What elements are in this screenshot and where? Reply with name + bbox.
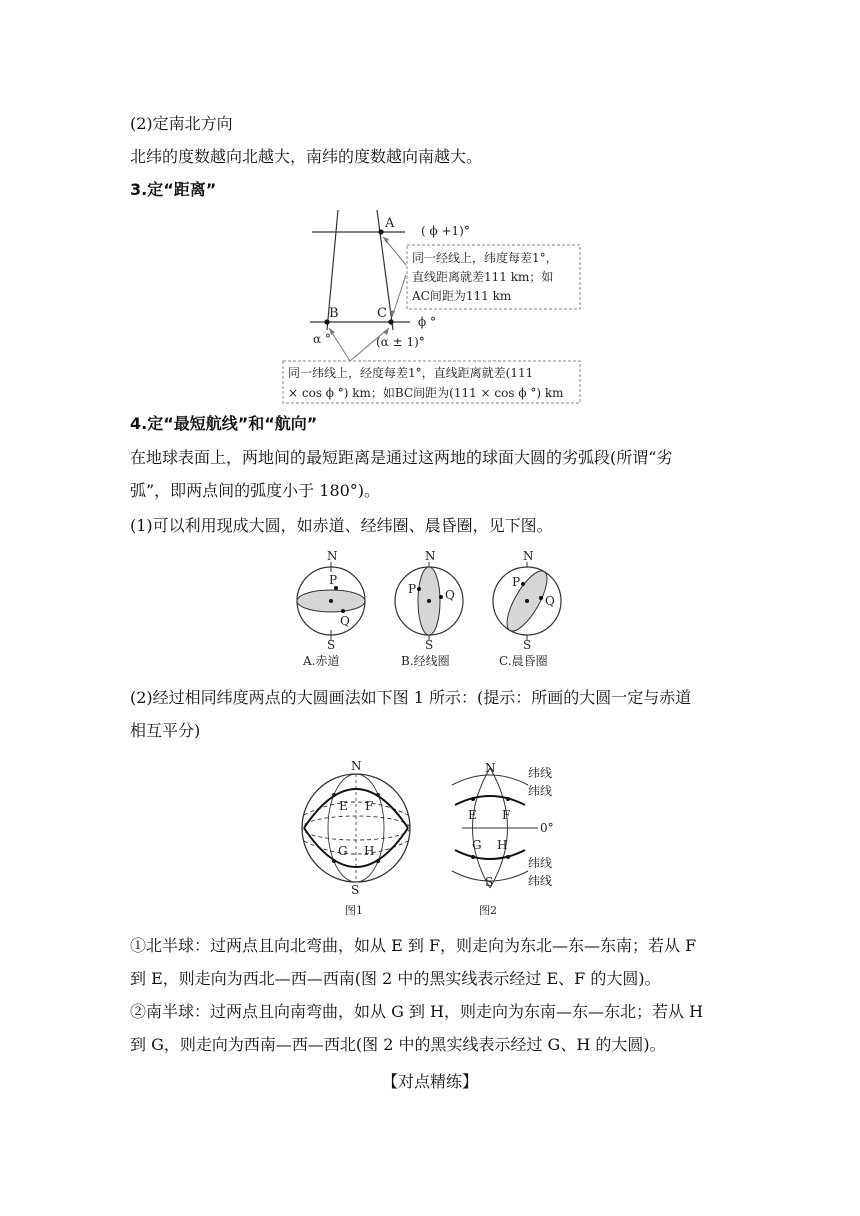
parallel-note-1: 同一纬线上，经度每差1°，直线距离就差(111 bbox=[288, 366, 534, 380]
caption-meridian: B.经线圈 bbox=[401, 654, 450, 668]
globe-meridian bbox=[395, 549, 463, 668]
shortest-route-text-2: 弧”，即两点间的弧度小于 180°)。 bbox=[130, 481, 381, 500]
fig2-e: E bbox=[468, 808, 477, 822]
label-lon-left: α ° bbox=[313, 332, 331, 346]
globe-equator bbox=[297, 549, 365, 668]
figure-2 bbox=[452, 761, 554, 917]
label-lon-right: (α ± 1)° bbox=[376, 335, 425, 349]
fig1-h: H bbox=[364, 844, 375, 858]
fig2-f: F bbox=[502, 808, 511, 822]
northern-hemisphere-text-2: 到 E，则走向为西北—西—西南(图 2 中的黑实线表示经过 E、F 的大圆)。 bbox=[130, 969, 661, 988]
section-heading-direction: (2)定南北方向 bbox=[130, 114, 233, 133]
shortest-route-text-1: 在地球表面上，两地间的最短距离是通过这两地的球面大圆的劣弧段(所谓“劣 bbox=[130, 448, 673, 467]
fig2-lat-1: 纬线 bbox=[528, 766, 553, 780]
label-b: B bbox=[329, 306, 339, 321]
distance-diagram bbox=[0, 205, 860, 405]
fig1-s: S bbox=[351, 883, 360, 897]
great-circle-item-1: (1)可以利用现成大圆，如赤道、经纬圈、晨昏圈，见下图。 bbox=[130, 516, 553, 535]
fig1-caption: 图1 bbox=[345, 904, 363, 917]
globe-terminator bbox=[493, 549, 561, 668]
figure-1 bbox=[302, 759, 410, 917]
section-heading-distance: 3.定“距离” bbox=[130, 180, 217, 199]
meridian-note-3: AC间距为111 km bbox=[412, 289, 512, 303]
fig2-n: N bbox=[485, 761, 496, 775]
globe-a-q: Q bbox=[340, 614, 350, 628]
globe-b-p: P bbox=[408, 582, 417, 596]
globe-b-s: S bbox=[425, 638, 434, 652]
fig2-equator-label: 0° bbox=[540, 821, 554, 835]
globe-a-s: S bbox=[327, 638, 336, 652]
globe-a-n: N bbox=[327, 549, 338, 563]
fig2-h: H bbox=[497, 838, 508, 852]
globe-b-q: Q bbox=[445, 588, 455, 602]
parallel-note-2: × cos ϕ °) km；如BC间距为(111 × cos ϕ °) km bbox=[288, 386, 564, 400]
southern-hemisphere-text-2: 到 G，则走向为西南—西—西北(图 2 中的黑实线表示经过 G、H 的大圆)。 bbox=[130, 1035, 666, 1054]
label-lat-bottom: ϕ ° bbox=[418, 315, 436, 329]
label-lat-top: ( ϕ +1)° bbox=[421, 224, 470, 238]
fig2-s: S bbox=[485, 875, 494, 889]
caption-terminator: C.晨昏圈 bbox=[499, 654, 548, 668]
fig2-caption: 图2 bbox=[479, 904, 497, 917]
globe-c-p: P bbox=[512, 575, 521, 589]
great-circle-item-2-line-2: 相互平分) bbox=[130, 721, 201, 740]
southern-hemisphere-text-1: ②南半球：过两点且向南弯曲，如从 G 到 H，则走向为东南—东—东北；若从 H bbox=[130, 1002, 704, 1021]
great-circle-globes bbox=[0, 547, 860, 672]
section-heading-shortest-route: 4.定“最短航线”和“航向” bbox=[130, 414, 318, 433]
practice-title: 【对点精练】 bbox=[381, 1072, 478, 1091]
globe-c-q: Q bbox=[545, 594, 555, 608]
fig1-n: N bbox=[351, 759, 362, 773]
northern-hemisphere-text-1: ①北半球：过两点且向北弯曲，如从 E 到 F，则走向为东北—东—东南；若从 F bbox=[130, 936, 697, 955]
fig2-lat-3: 纬线 bbox=[528, 856, 553, 870]
fig2-g: G bbox=[472, 838, 482, 852]
fig1-g: G bbox=[338, 844, 348, 858]
label-a: A bbox=[385, 216, 395, 231]
globe-b-n: N bbox=[425, 549, 436, 563]
fig1-e: E bbox=[339, 799, 348, 813]
globe-a-p: P bbox=[329, 573, 338, 587]
globe-c-n: N bbox=[523, 549, 534, 563]
direction-text: 北纬的度数越向北越大，南纬的度数越向南越大。 bbox=[130, 147, 483, 166]
fig2-lat-4: 纬线 bbox=[528, 874, 553, 888]
fig1-f: F bbox=[365, 799, 374, 813]
great-circle-item-2-line-1: (2)经过相同纬度两点的大圆画法如下图 1 所示：(提示：所画的大圆一定与赤道 bbox=[130, 688, 692, 707]
fig2-lat-2: 纬线 bbox=[528, 784, 553, 798]
meridian-note-1: 同一经线上，纬度每差1°， bbox=[412, 251, 558, 265]
label-c: C bbox=[377, 306, 387, 321]
great-circle-figures bbox=[0, 755, 860, 920]
caption-equator: A.赤道 bbox=[303, 654, 340, 668]
meridian-note-2: 直线距离就差111 km；如 bbox=[412, 270, 554, 284]
globe-c-s: S bbox=[523, 638, 532, 652]
